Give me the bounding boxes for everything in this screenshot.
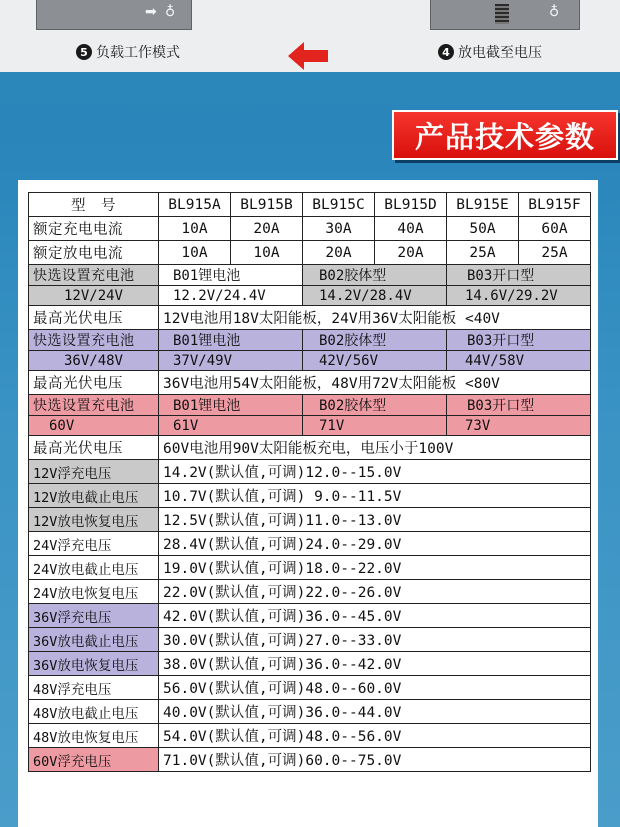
left-arrow-icon [288, 42, 330, 70]
param-value: 54.0V(默认值,可调)48.0--56.0V [159, 724, 591, 748]
pv-voltage-row-60v [29, 436, 591, 460]
volt-b03-12v: 14.6V/29.2V [447, 286, 591, 306]
top-strip [0, 0, 620, 72]
type-b02-36v: B02胶体型 [303, 330, 447, 351]
model-b: BL915B [231, 193, 303, 217]
param-value: 12.5V(默认值,可调)11.0--13.0V [159, 508, 591, 532]
battery-voltage-row-36v [29, 351, 591, 371]
model-header: 型 号 [29, 193, 159, 217]
pv-voltage-label-12v: 最高光伏电压 [29, 306, 159, 330]
spec-panel [18, 180, 598, 827]
volt-b02-60v: 71V [303, 416, 447, 436]
param-value: 19.0V(默认值,可调)18.0--22.0V [159, 556, 591, 580]
charge-current-label: 额定充电电流 [29, 217, 159, 241]
quick-set-voltage-12v: 12V/24V [29, 286, 159, 306]
bulb-icon: ♁ [549, 4, 560, 20]
param-label: 12V放电恢复电压 [29, 508, 159, 532]
quick-set-label-60v: 快选设置充电池 [29, 395, 159, 416]
pv-voltage-label-36v: 最高光伏电压 [29, 371, 159, 395]
param-value: 10.7V(默认值,可调) 9.0--11.5V [159, 484, 591, 508]
param-row [29, 748, 591, 772]
param-row [29, 556, 591, 580]
step-4-number: 4 [438, 44, 454, 60]
section-title: 产品技术参数 [392, 110, 618, 160]
param-label: 48V放电截止电压 [29, 700, 159, 724]
type-b02-12v: B02胶体型 [303, 265, 447, 286]
charge-current-f: 60A [519, 217, 591, 241]
table-header-row [29, 193, 591, 217]
param-value: 14.2V(默认值,可调)12.0--15.0V [159, 460, 591, 484]
param-label: 48V放电恢复电压 [29, 724, 159, 748]
discharge-current-d: 20A [375, 241, 447, 265]
param-row [29, 652, 591, 676]
discharge-current-row [29, 241, 591, 265]
arrow-plug-icon: ➡ [145, 4, 157, 20]
type-b01-12v: B01锂电池 [159, 265, 303, 286]
param-row [29, 484, 591, 508]
model-c: BL915C [303, 193, 375, 217]
pv-voltage-text-60v: 60V电池用90V太阳能板充电，电压小于100V [159, 436, 591, 460]
param-row [29, 700, 591, 724]
discharge-current-f: 25A [519, 241, 591, 265]
param-label: 60V浮充电压 [29, 748, 159, 772]
charge-current-d: 40A [375, 217, 447, 241]
battery-type-row-12v [29, 265, 591, 286]
battery-type-row-60v [29, 395, 591, 416]
param-row [29, 460, 591, 484]
param-value: 56.0V(默认值,可调)48.0--60.0V [159, 676, 591, 700]
discharge-current-c: 20A [303, 241, 375, 265]
volt-b01-12v: 12.2V/24.4V [159, 286, 303, 306]
charge-current-e: 50A [447, 217, 519, 241]
type-b03-60v: B03开口型 [447, 395, 591, 416]
charge-current-a: 10A [159, 217, 231, 241]
param-label: 36V浮充电压 [29, 604, 159, 628]
param-value: 40.0V(默认值,可调)36.0--44.0V [159, 700, 591, 724]
pv-voltage-row-12v [29, 306, 591, 330]
quick-set-voltage-36v: 36V/48V [29, 351, 159, 371]
type-b03-12v: B03开口型 [447, 265, 591, 286]
volt-b03-36v: 44V/58V [447, 351, 591, 371]
type-b01-60v: B01锂电池 [159, 395, 303, 416]
step-4-label: 放电截至电压 [458, 45, 542, 61]
model-d: BL915D [375, 193, 447, 217]
param-label: 36V放电恢复电压 [29, 652, 159, 676]
param-label: 24V放电恢复电压 [29, 580, 159, 604]
discharge-current-label: 额定放电电流 [29, 241, 159, 265]
bulb-icon: ♁ [165, 4, 176, 20]
param-row [29, 604, 591, 628]
param-label: 48V浮充电压 [29, 676, 159, 700]
param-row [29, 676, 591, 700]
param-label: 24V浮充电压 [29, 532, 159, 556]
step-4-caption [438, 42, 542, 62]
type-b02-60v: B02胶体型 [303, 395, 447, 416]
battery-icon [495, 4, 509, 24]
charge-current-c: 30A [303, 217, 375, 241]
volt-b01-60v: 61V [159, 416, 303, 436]
battery-voltage-row-12v [29, 286, 591, 306]
pv-voltage-row-36v [29, 371, 591, 395]
type-b03-36v: B03开口型 [447, 330, 591, 351]
volt-b02-36v: 42V/56V [303, 351, 447, 371]
discharge-cutoff-thumbnail [430, 0, 580, 30]
discharge-current-a: 10A [159, 241, 231, 265]
step-5-number: 5 [76, 44, 92, 60]
model-e: BL915E [447, 193, 519, 217]
pv-voltage-text-36v: 36V电池用54V太阳能板，48V用72V太阳能板 <80V [159, 371, 591, 395]
param-value: 38.0V(默认值,可调)36.0--42.0V [159, 652, 591, 676]
model-f: BL915F [519, 193, 591, 217]
param-label: 36V放电截止电压 [29, 628, 159, 652]
load-mode-thumbnail [36, 0, 192, 30]
quick-set-label-12v: 快选设置充电池 [29, 265, 159, 286]
param-row [29, 532, 591, 556]
param-row [29, 508, 591, 532]
battery-type-row-36v [29, 330, 591, 351]
discharge-current-b: 10A [231, 241, 303, 265]
param-value: 71.0V(默认值,可调)60.0--75.0V [159, 748, 591, 772]
param-row [29, 580, 591, 604]
quick-set-voltage-60v: 60V [29, 416, 159, 436]
step-5-caption [76, 42, 180, 62]
volt-b02-12v: 14.2V/28.4V [303, 286, 447, 306]
pv-voltage-label-60v: 最高光伏电压 [29, 436, 159, 460]
charge-current-b: 20A [231, 217, 303, 241]
param-row [29, 628, 591, 652]
spec-table [28, 192, 591, 772]
volt-b01-36v: 37V/49V [159, 351, 303, 371]
step-5-label: 负载工作模式 [96, 45, 180, 61]
param-label: 12V放电截止电压 [29, 484, 159, 508]
pv-voltage-text-12v: 12V电池用18V太阳能板，24V用36V太阳能板 <40V [159, 306, 591, 330]
param-label: 12V浮充电压 [29, 460, 159, 484]
param-value: 30.0V(默认值,可调)27.0--33.0V [159, 628, 591, 652]
volt-b03-60v: 73V [447, 416, 591, 436]
param-row [29, 724, 591, 748]
charge-current-row [29, 217, 591, 241]
quick-set-label-36v: 快选设置充电池 [29, 330, 159, 351]
discharge-current-e: 25A [447, 241, 519, 265]
param-value: 22.0V(默认值,可调)22.0--26.0V [159, 580, 591, 604]
param-value: 42.0V(默认值,可调)36.0--45.0V [159, 604, 591, 628]
model-a: BL915A [159, 193, 231, 217]
param-label: 24V放电截止电压 [29, 556, 159, 580]
battery-voltage-row-60v [29, 416, 591, 436]
type-b01-36v: B01锂电池 [159, 330, 303, 351]
param-value: 28.4V(默认值,可调)24.0--29.0V [159, 532, 591, 556]
